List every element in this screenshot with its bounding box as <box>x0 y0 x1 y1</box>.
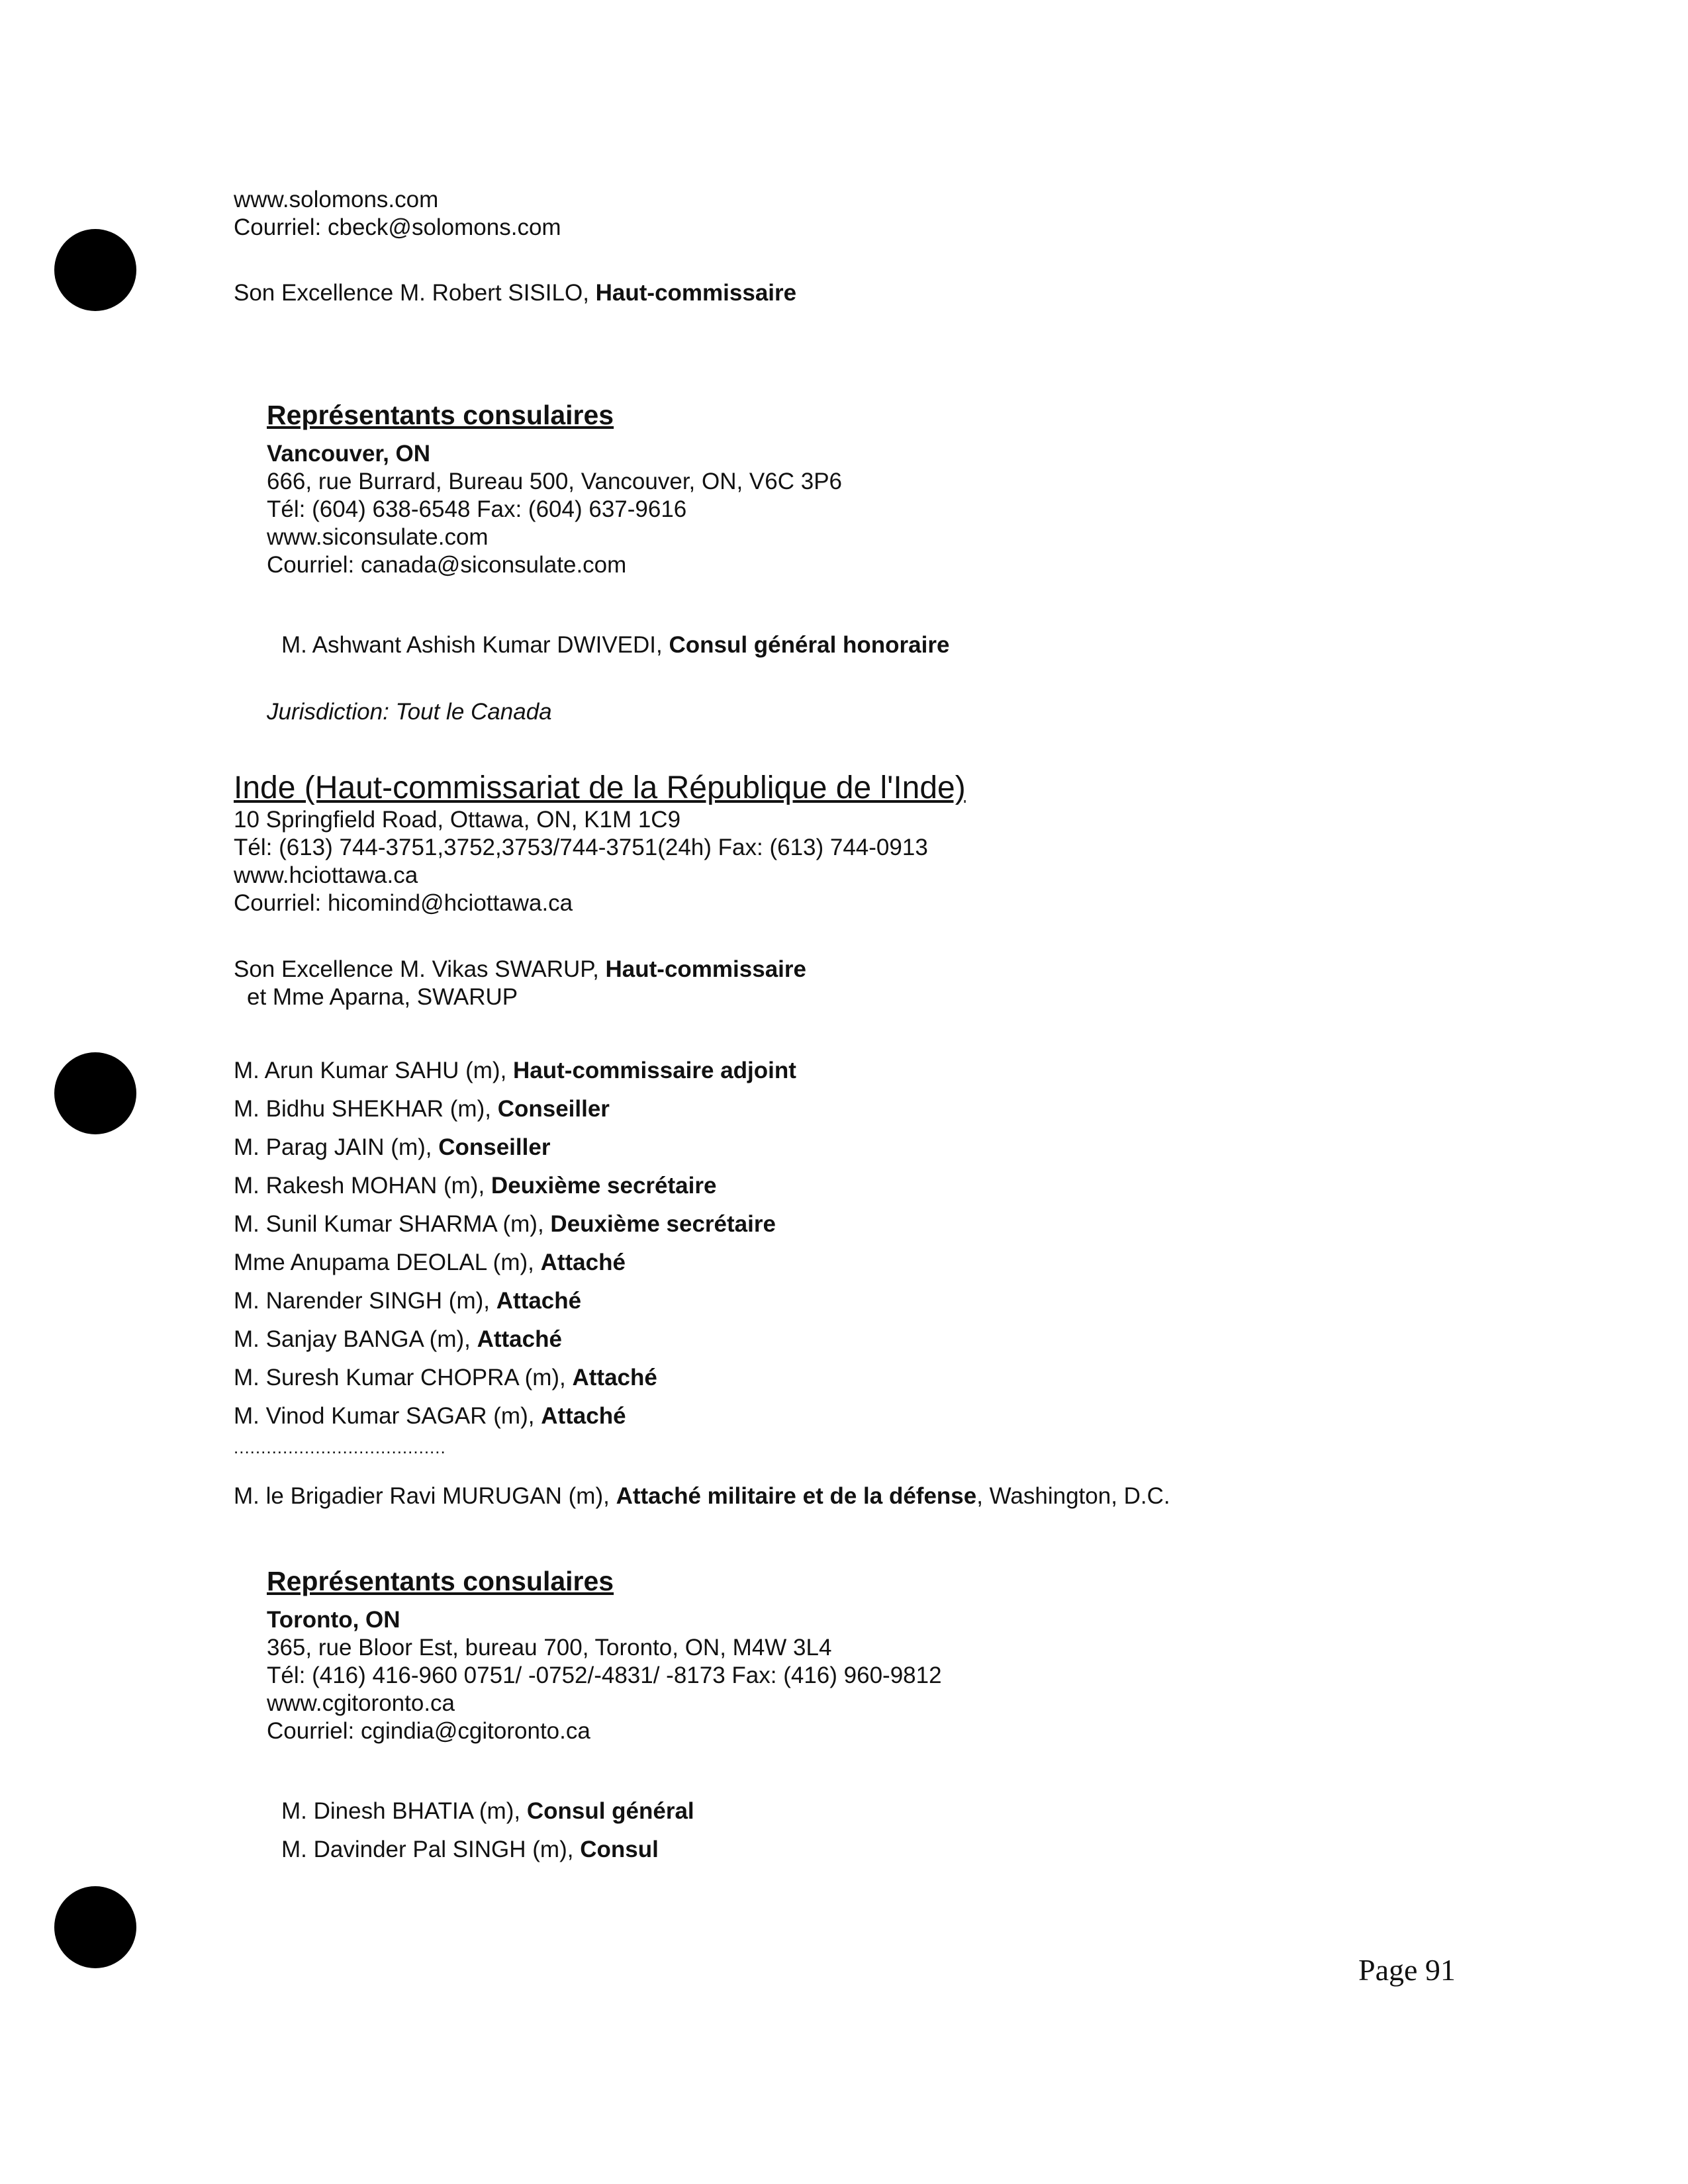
consulate-phone: Tél: (416) 416-960 0751/ -0752/-4831/ -8173 Fax: (416) 960-9812 <box>267 1662 942 1688</box>
list-item: M. Rakesh MOHAN (m), Deuxième secrétaire <box>234 1173 717 1199</box>
head-name: Son Excellence M. Robert SISILO, <box>234 280 596 306</box>
list-item: M. Davinder Pal SINGH (m), Consul <box>281 1837 659 1862</box>
list-item: M. Parag JAIN (m), Conseiller <box>234 1134 551 1160</box>
head-title: Haut-commissaire <box>595 280 797 306</box>
website-link[interactable]: www.siconsulate.com <box>267 524 489 550</box>
consulate-city: Toronto, ON <box>267 1607 400 1633</box>
consulate-city: Vancouver, ON <box>267 441 431 467</box>
page-number: Page 91 <box>1358 1953 1456 1987</box>
mission-address: 10 Springfield Road, Ottawa, ON, K1M 1C9 <box>234 807 681 833</box>
list-item: M. Vinod Kumar SAGAR (m), Attaché <box>234 1403 626 1429</box>
person-title: Consul général honoraire <box>669 632 950 658</box>
email-line: Courriel: canada@siconsulate.com <box>267 552 627 578</box>
list-item: M. Arun Kumar SAHU (m), Haut-commissaire adjoint <box>234 1058 796 1083</box>
website-link[interactable]: www.solomons.com <box>234 187 439 212</box>
section-heading: Représentants consulaires <box>267 1566 614 1596</box>
list-item: M. Bidhu SHEKHAR (m), Conseiller <box>234 1096 610 1122</box>
consulate-address: 365, rue Bloor Est, bureau 700, Toronto, ON, M4W 3L4 <box>267 1635 832 1661</box>
email-line: Courriel: cbeck@solomons.com <box>234 214 561 240</box>
person-name: M. Ashwant Ashish Kumar DWIVEDI, <box>281 632 669 658</box>
punch-hole-top <box>54 229 136 311</box>
list-item: M. Dinesh BHATIA (m), Consul général <box>281 1798 694 1824</box>
list-item: Mme Anupama DEOLAL (m), Attaché <box>234 1250 626 1275</box>
dotted-separator: ....................................... <box>234 1437 446 1457</box>
consular-section-toronto <box>267 1565 942 1745</box>
staff-list-india <box>234 1057 796 1441</box>
list-item: M. Suresh Kumar CHOPRA (m), Attaché <box>234 1365 657 1390</box>
consulate-address: 666, rue Burrard, Bureau 500, Vancouver, ON, V6C 3P6 <box>267 469 843 494</box>
head-name: Son Excellence M. Vikas SWARUP, <box>234 956 606 982</box>
mission-phone: Tél: (613) 744-3751,3752,3753/744-3751(24h) Fax: (613) 744-0913 <box>234 835 928 860</box>
staff-list-toronto <box>281 1797 694 1874</box>
consul-person <box>281 631 949 659</box>
list-item: M. Sunil Kumar SHARMA (m), Deuxième secrétaire <box>234 1211 776 1237</box>
punch-hole-bottom <box>54 1886 136 1968</box>
military-attache: M. le Brigadier Ravi MURUGAN (m), Attaché militaire et de la défense, Washington, D.C. <box>234 1483 1170 1509</box>
country-section-india <box>234 770 966 917</box>
email-line: Courriel: cgindia@cgitoronto.ca <box>267 1718 590 1744</box>
section-heading: Représentants consulaires <box>267 400 614 430</box>
list-item: M. Narender SINGH (m), Attaché <box>234 1288 582 1314</box>
head-title: Haut-commissaire <box>605 956 806 982</box>
website-link[interactable]: www.cgitoronto.ca <box>267 1690 455 1716</box>
head-of-mission-india <box>234 956 806 1011</box>
website-link[interactable]: www.hciottawa.ca <box>234 862 418 888</box>
country-heading: Inde (Haut-commissariat de la République de l'Inde) <box>234 770 966 805</box>
jurisdiction-note: Jurisdiction: Tout le Canada <box>267 699 552 725</box>
head-of-mission <box>234 279 796 307</box>
list-item: M. Sanjay BANGA (m), Attaché <box>234 1326 562 1352</box>
email-line: Courriel: hicomind@hciottawa.ca <box>234 890 573 916</box>
top-contact-block <box>234 186 561 242</box>
consulate-phone: Tél: (604) 638-6548 Fax: (604) 637-9616 <box>267 496 687 522</box>
spouse-line: et Mme Aparna, SWARUP <box>247 984 518 1010</box>
consular-section-vancouver <box>267 399 842 579</box>
punch-hole-middle <box>54 1052 136 1134</box>
